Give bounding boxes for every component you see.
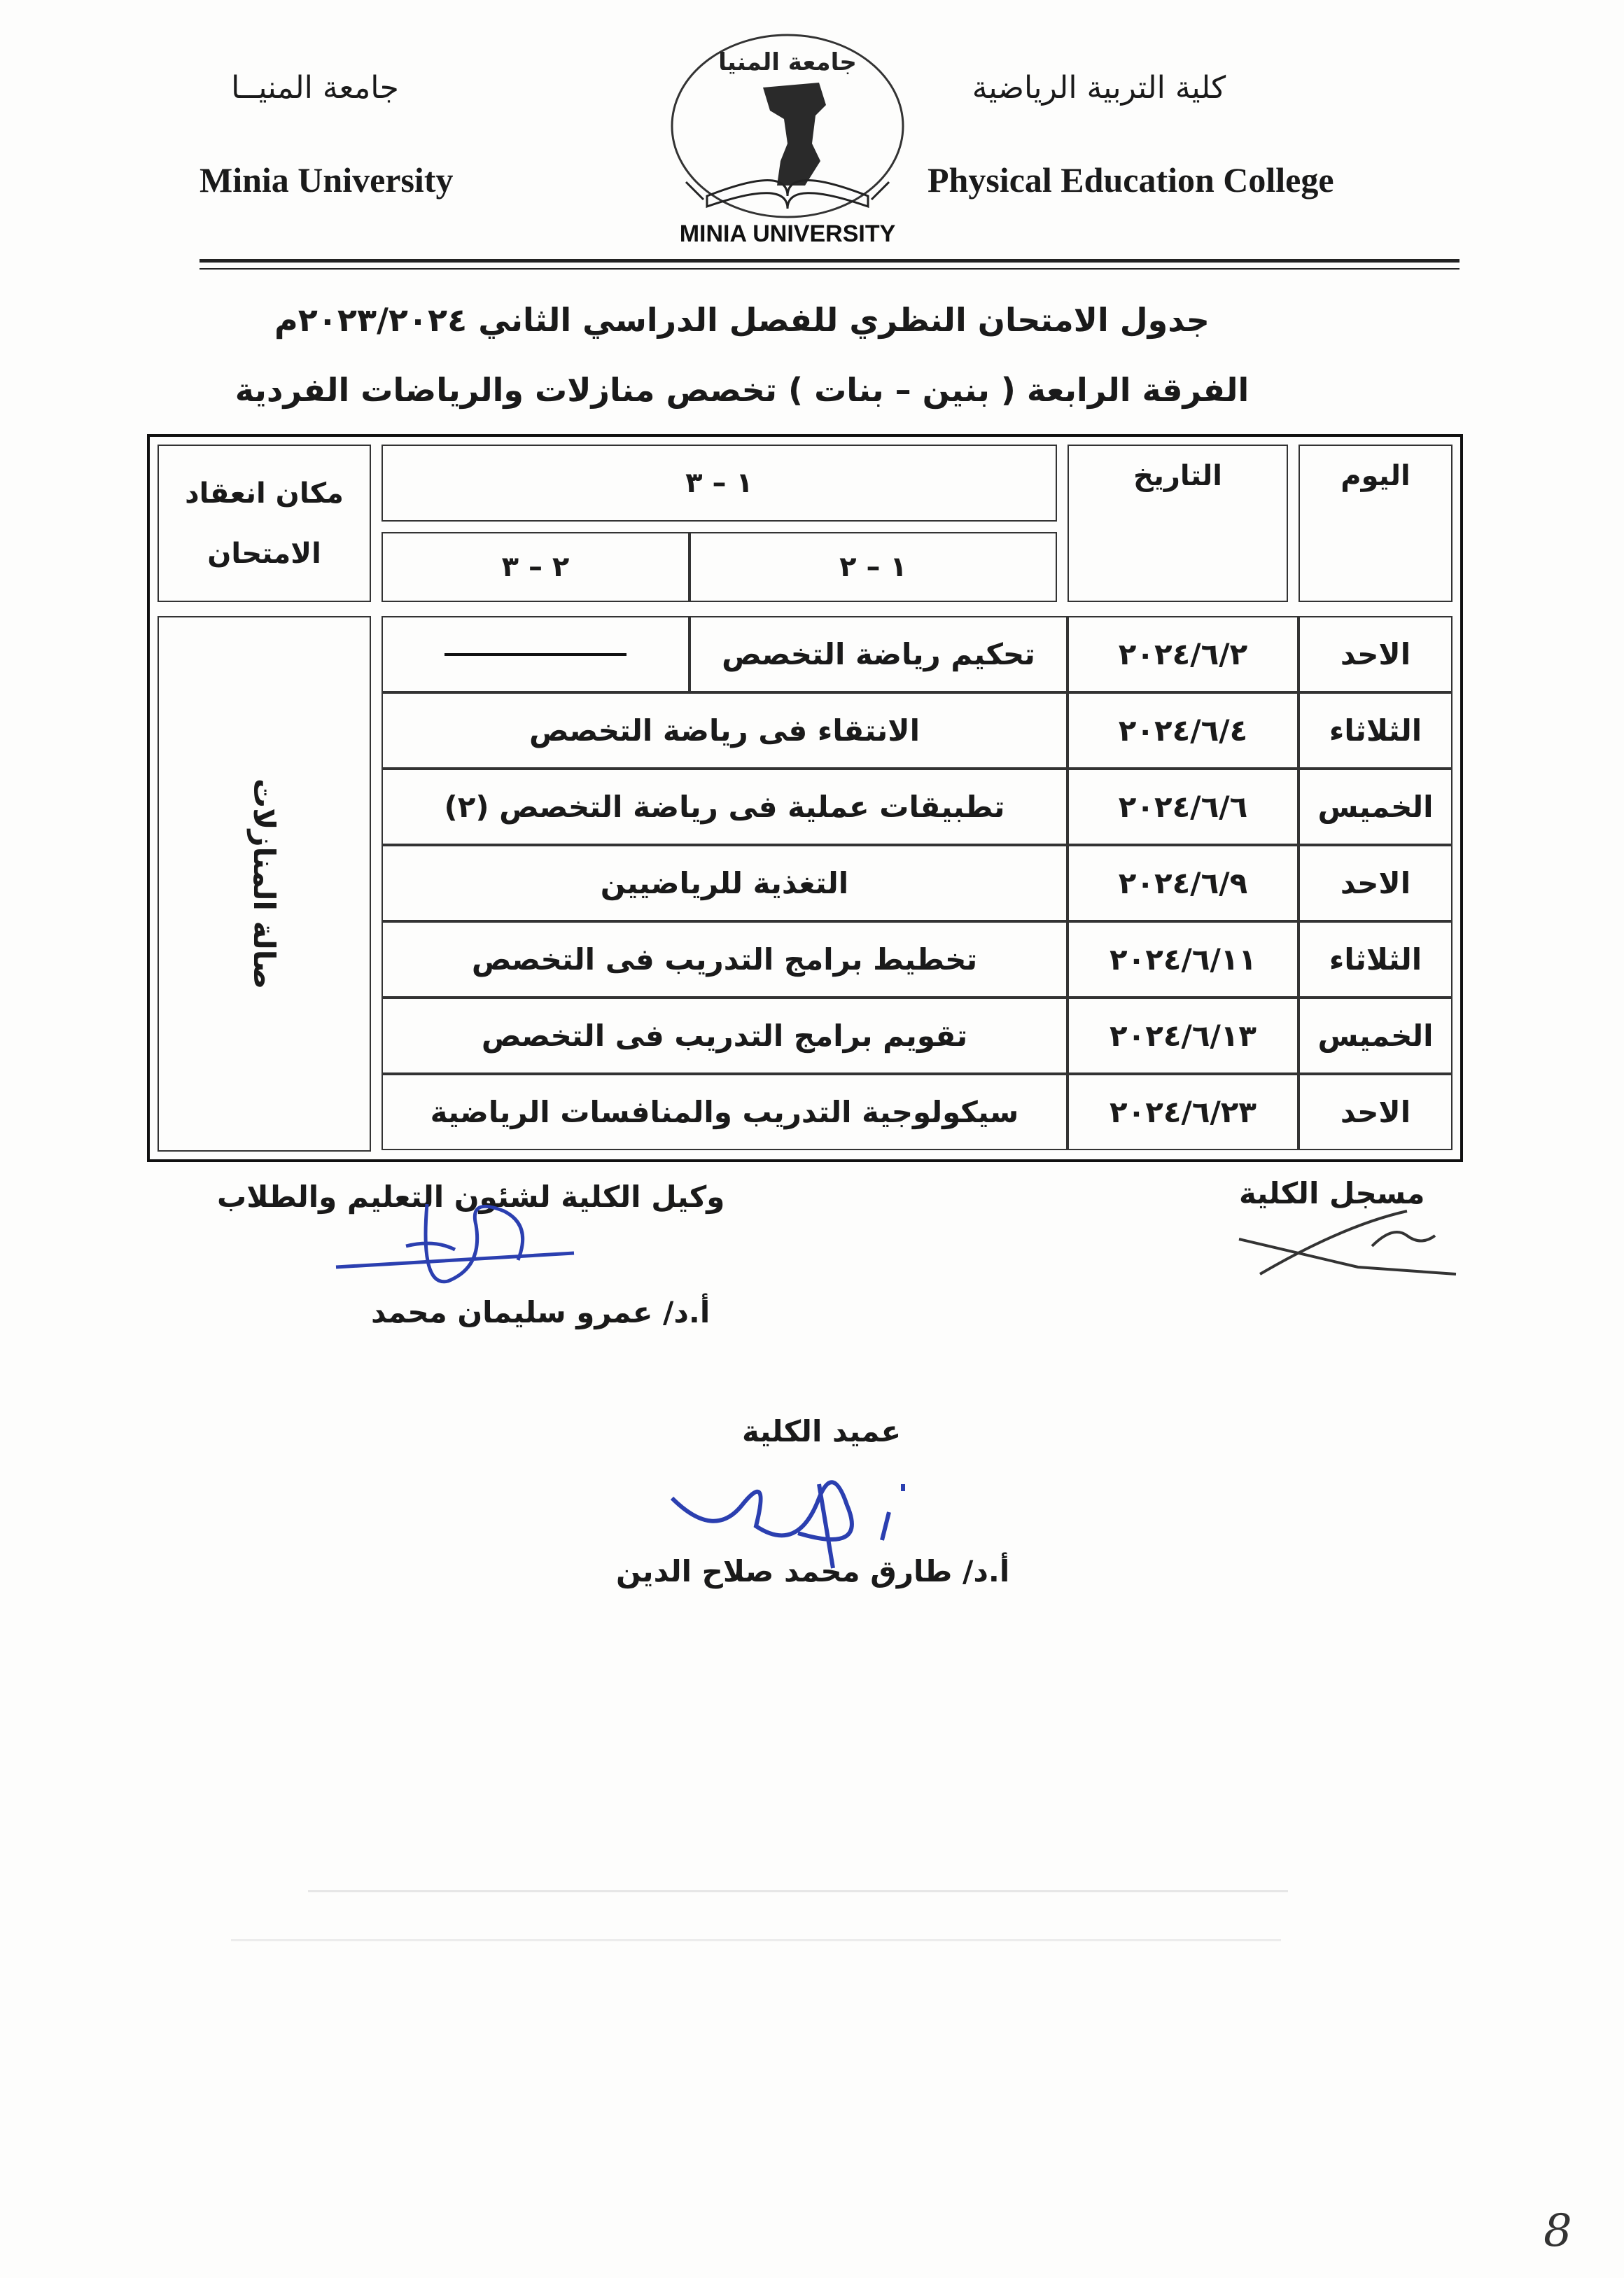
header-divider-thin — [200, 268, 1460, 270]
header-subgroup-1: ١ – ٢ — [690, 532, 1057, 602]
page-subtitle: الفرقة الرابعة ( بنين – بنات ) تخصص منازلات والرياضات الفردية — [234, 371, 1250, 409]
header-subgroup-2: ٢ – ٣ — [382, 532, 690, 602]
row-day: الخميس — [1298, 769, 1452, 845]
header-place-line1: مكان انعقاد — [185, 477, 344, 510]
logo-arabic-text: جامعة المنيا — [718, 48, 857, 76]
college-name-english: Physical Education College — [927, 160, 1334, 200]
row-day: الاحد — [1298, 616, 1452, 692]
row-date: ٢٠٢٤/٦/١٣ — [1068, 998, 1298, 1074]
row-subject: تقويم برامج التدريب فى التخصص — [382, 998, 1068, 1074]
scan-artifact — [231, 1939, 1281, 1941]
vice-dean-title: وكيل الكلية لشئون التعليم والطلاب — [217, 1180, 725, 1214]
row-subject: تطبيقات عملية فى رياضة التخصص (٢) — [382, 769, 1068, 845]
header-place — [158, 445, 371, 602]
header-date: التاريخ — [1068, 445, 1288, 602]
page-number: 8 — [1544, 2205, 1572, 2257]
vice-dean-signature — [322, 1183, 588, 1302]
row-date: ٢٠٢٤/٦/١١ — [1068, 921, 1298, 998]
university-name-arabic: جامعة المنيــا — [231, 70, 399, 106]
row-subject: تحكيم رياضة التخصص — [690, 616, 1068, 692]
header-day: اليوم — [1298, 445, 1452, 602]
row-date: ٢٠٢٤/٦/٦ — [1068, 769, 1298, 845]
row-day: الخميس — [1298, 998, 1452, 1074]
header-place-line2: الامتحان — [207, 537, 321, 570]
page-title: جدول الامتحان النظري للفصل الدراسي الثاني ٢٠٢٣/٢٠٢٤م — [274, 301, 1210, 339]
logo-english-text: MINIA UNIVERSITY — [679, 221, 896, 247]
header-divider — [200, 259, 1460, 263]
dean-signature — [658, 1442, 952, 1575]
row-day: الاحد — [1298, 1074, 1452, 1150]
dean-name: أ.د/ طارق محمد صلاح الدين — [616, 1554, 1010, 1588]
row-date: ٢٠٢٤/٦/٤ — [1068, 692, 1298, 769]
exam-place: صالة المنازلات — [158, 616, 371, 1152]
row-empty-slot — [382, 616, 690, 692]
row-date: ٢٠٢٤/٦/٩ — [1068, 845, 1298, 921]
row-subject: التغذية للرياضيين — [382, 845, 1068, 921]
row-day: الاحد — [1298, 845, 1452, 921]
row-day: الثلاثاء — [1298, 921, 1452, 998]
university-logo — [637, 21, 938, 259]
dean-title: عميد الكلية — [742, 1414, 902, 1448]
university-name-english: Minia University — [200, 160, 454, 200]
row-subject: تخطيط برامج التدريب فى التخصص — [382, 921, 1068, 998]
scan-artifact — [308, 1890, 1288, 1892]
registrar-title: مسجل الكلية — [1239, 1176, 1425, 1210]
registrar-signature — [1232, 1197, 1470, 1288]
college-name-arabic: كلية التربية الرياضية — [972, 70, 1226, 106]
row-subject: سيكولوجية التدريب والمنافسات الرياضية — [382, 1074, 1068, 1150]
row-date: ٢٠٢٤/٦/٢ — [1068, 616, 1298, 692]
row-day: الثلاثاء — [1298, 692, 1452, 769]
row-date: ٢٠٢٤/٦/٢٣ — [1068, 1074, 1298, 1150]
header-group: ١ – ٣ — [382, 445, 1057, 522]
vice-dean-name: أ.د/ عمرو سليمان محمد — [371, 1295, 710, 1329]
row-subject: الانتقاء فى رياضة التخصص — [382, 692, 1068, 769]
empty-dash — [444, 653, 626, 656]
